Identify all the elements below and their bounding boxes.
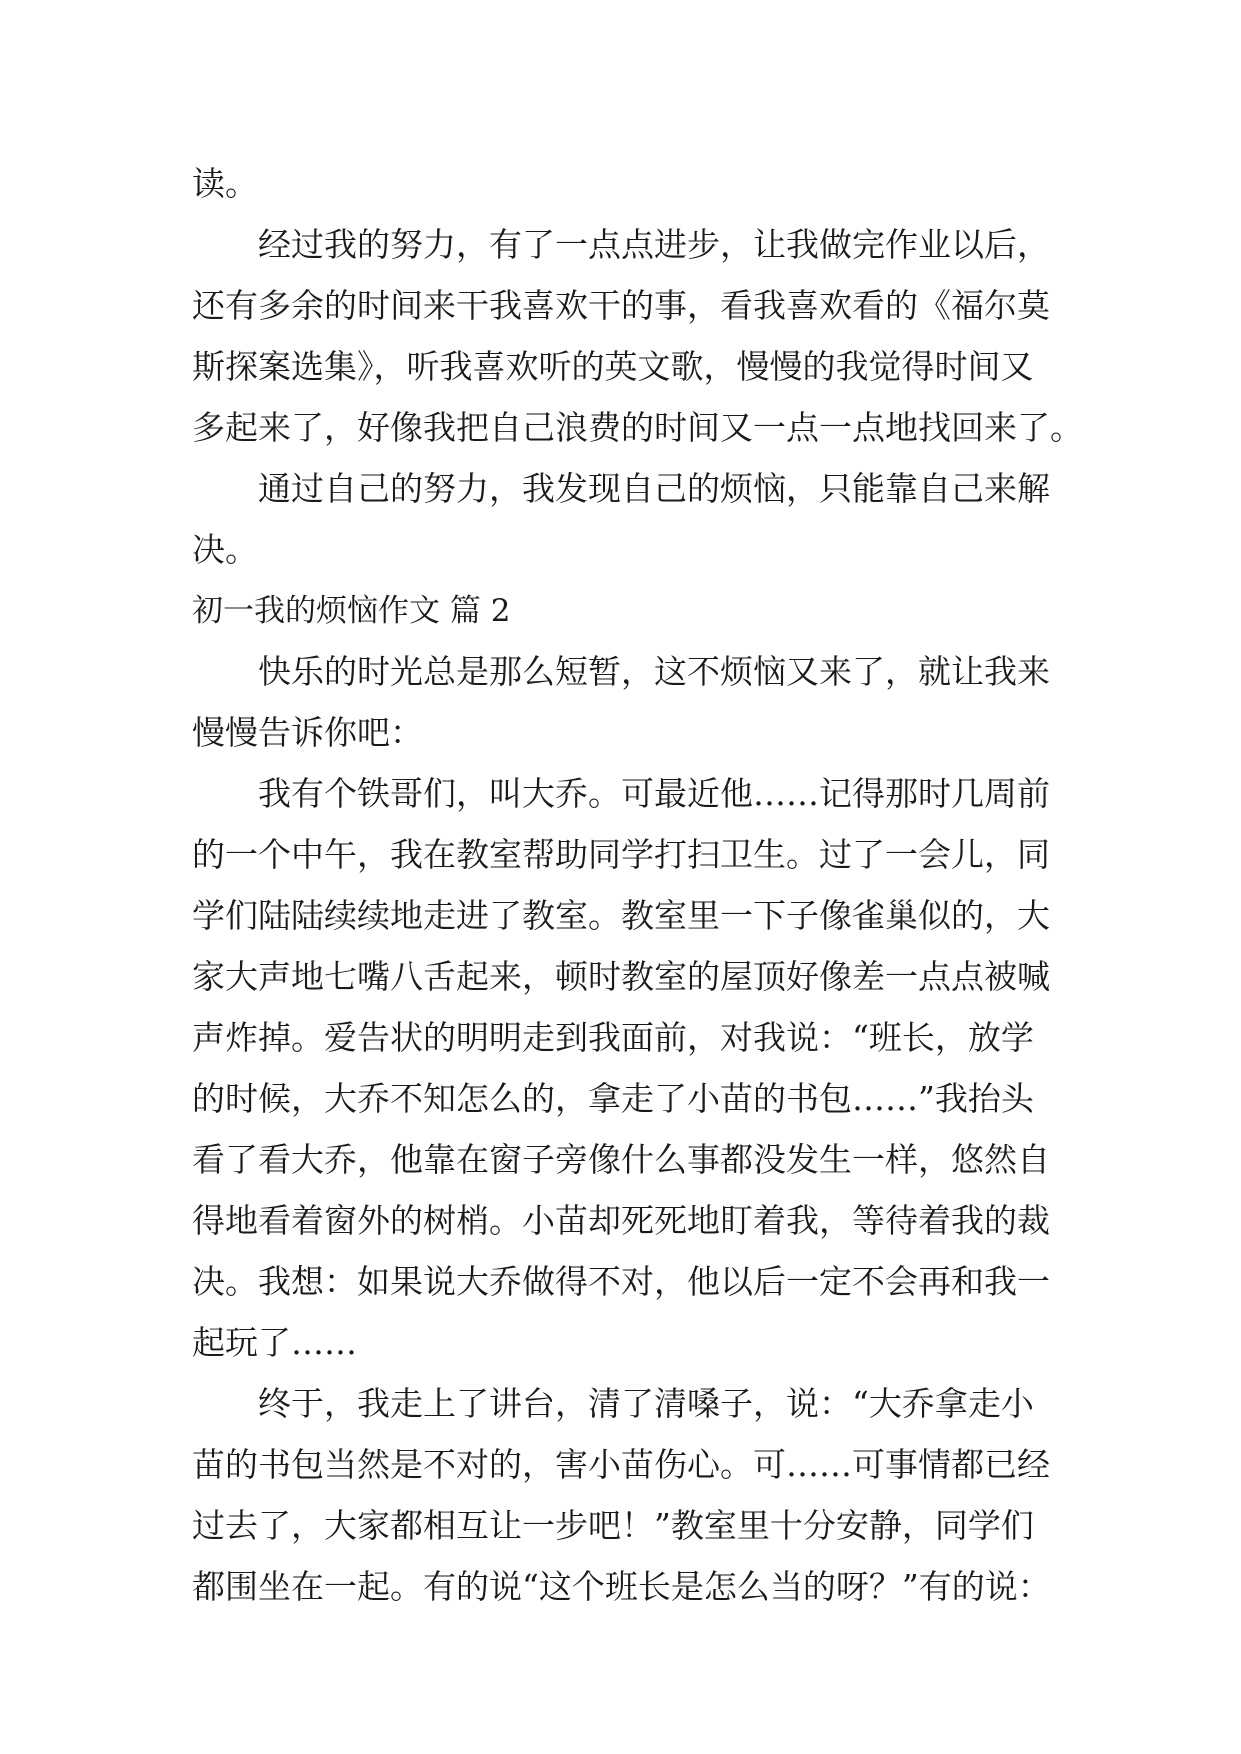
text-line: 起玩了…… (192, 1323, 357, 1362)
text-line: 还有多余的时间来干我喜欢干的事，看我喜欢看的《福尔莫 (192, 286, 1050, 325)
text-line: 的一个中午，我在教室帮助同学打扫卫生。过了一会儿，同 (192, 835, 1050, 874)
paragraph-first-line: 终于，我走上了讲台，清了清嗓子，说：“大乔拿走小 (258, 1384, 1034, 1423)
text-line: 斯探案选集》，听我喜欢听的英文歌，慢慢的我觉得时间又 (192, 347, 1034, 386)
text-line: 声炸掉。爱告状的明明走到我面前，对我说：“班长，放学 (192, 1018, 1034, 1057)
paragraph-first-line: 快乐的时光总是那么短暂，这不烦恼又来了，就让我来 (258, 652, 1050, 691)
text-line: 看了看大乔，他靠在窗子旁像什么事都没发生一样，悠然自 (192, 1140, 1050, 1179)
text-line: 学们陆陆续续地走进了教室。教室里一下子像雀巢似的，大 (192, 896, 1050, 935)
text-line: 家大声地七嘴八舌起来，顿时教室的屋顶好像差一点点被喊 (192, 957, 1050, 996)
text-line: 决。 (192, 530, 258, 569)
text-line: 过去了，大家都相互让一步吧！”教室里十分安静，同学们 (192, 1506, 1034, 1545)
paragraph-first-line: 经过我的努力，有了一点点进步，让我做完作业以后， (258, 225, 1050, 264)
text-line: 苗的书包当然是不对的，害小苗伤心。可……可事情都已经 (192, 1445, 1050, 1484)
text-line: 的时候，大乔不知怎么的，拿走了小苗的书包……”我抬头 (192, 1079, 1034, 1118)
text-line: 多起来了，好像我把自己浪费的时间又一点一点地找回来了。 (192, 408, 1083, 447)
text-line: 慢慢告诉你吧： (192, 713, 423, 752)
section-heading: 初一我的烦恼作文 篇 2 (192, 593, 511, 629)
paragraph-first-line: 我有个铁哥们，叫大乔。可最近他……记得那时几周前 (258, 774, 1050, 813)
text-line: 都围坐在一起。有的说“这个班长是怎么当的呀？”有的说： (192, 1567, 1051, 1606)
paragraph-first-line: 通过自己的努力，我发现自己的烦恼，只能靠自己来解 (258, 469, 1050, 508)
text-line: 决。我想：如果说大乔做得不对，他以后一定不会再和我一 (192, 1262, 1050, 1301)
text-line: 得地看着窗外的树梢。小苗却死死地盯着我，等待着我的裁 (192, 1201, 1050, 1240)
text-line: 读。 (192, 164, 258, 203)
